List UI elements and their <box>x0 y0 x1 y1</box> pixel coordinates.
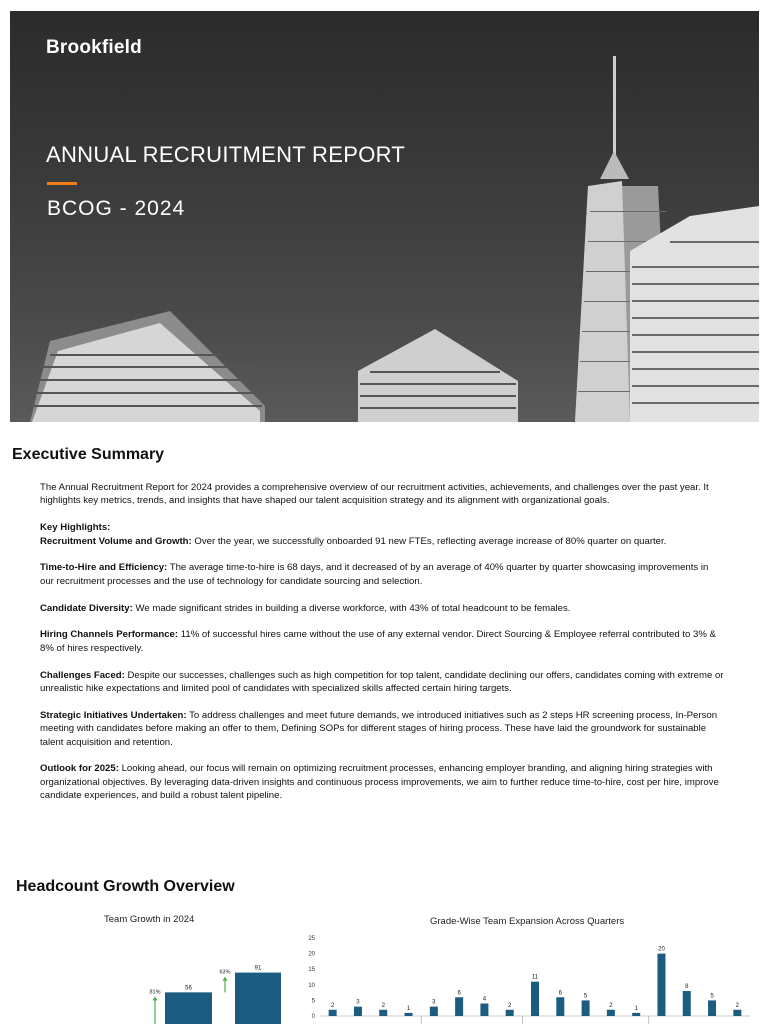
grade-bar <box>506 1010 514 1016</box>
y-tick-label: 10 <box>308 982 315 989</box>
grade-bar <box>354 1007 362 1016</box>
grade-bar-value-label: 4 <box>482 996 487 1003</box>
growth-percent-label: 63% <box>219 969 231 976</box>
team-growth-bar <box>165 992 212 1024</box>
grade-bar <box>657 954 665 1016</box>
grade-bar <box>531 982 539 1016</box>
grade-bar-value-label: 5 <box>583 993 588 1000</box>
team-growth-chart-title: Team Growth in 2024 <box>104 914 195 925</box>
headcount-growth-heading: Headcount Growth Overview <box>16 878 235 895</box>
grade-bar <box>733 1010 741 1016</box>
grade-bar <box>632 1013 640 1016</box>
grade-bar <box>607 1010 615 1016</box>
grade-expansion-chart-title: Grade-Wise Team Expansion Across Quarters <box>430 916 625 927</box>
grade-bar-value-label: 2 <box>508 1002 512 1009</box>
grade-bar-value-label: 11 <box>531 974 539 981</box>
highlight-challenges: Challenges Faced: Despite our successes, challenges such as high competition for top talent, candidate declining our offers, candidates coming with extreme or unrealistic hike expectations and limited pool of candidates with specialized skills affected certain hiring targets. <box>40 669 724 695</box>
grade-bar <box>480 1004 488 1016</box>
grade-bar-value-label: 6 <box>457 990 461 997</box>
report-subtitle: BCOG - 2024 <box>47 197 186 220</box>
grade-bar-value-label: 1 <box>406 1005 411 1012</box>
summary-intro: The Annual Recruitment Report for 2024 provides a comprehensive overview of our recruitment activities, achievements, and challenges over the past year. It highlights key metrics, trends, and insights that have shaped our talent acquisition strategy and its alignment with organizational goals. <box>40 482 709 507</box>
highlight-hiring-channels: Hiring Channels Performance: 11% of successful hires came without the use of any external vendor. Direct Sourcing & Employee referral contributed to 3% & 8% of hires respectively. <box>40 629 716 654</box>
grade-expansion-chart <box>300 930 755 1024</box>
growth-arrow-head <box>153 996 158 1000</box>
growth-percent-label: 81% <box>149 989 161 996</box>
report-title: ANNUAL RECRUITMENT REPORT <box>46 142 406 167</box>
grade-bar-value-label: 6 <box>558 990 562 997</box>
grade-bar-value-label: 8 <box>685 984 689 991</box>
grade-bar-value-label: 3 <box>356 999 360 1006</box>
y-tick-label: 0 <box>311 1014 315 1020</box>
grade-bar-value-label: 5 <box>710 993 714 1000</box>
y-tick-label: 20 <box>308 951 315 958</box>
highlight-time-to-hire: Time-to-Hire and Efficiency: The average time-to-hire is 68 days, and it decreased of by an average of 40% quarter by quarter showcasing improvements in our recruitment processes and the use of technology for candidate sourcing and selection. <box>40 562 709 587</box>
grade-bar-value-label: 1 <box>634 1005 638 1012</box>
growth-arrow-head <box>223 977 228 981</box>
grade-bar <box>329 1010 337 1016</box>
y-tick-label: 25 <box>308 936 315 942</box>
executive-summary-body <box>40 481 724 816</box>
grade-bar-value-label: 2 <box>381 1002 385 1009</box>
grade-bar <box>405 1013 413 1016</box>
grade-bar-value-label: 2 <box>609 1002 613 1009</box>
grade-bar-value-label: 20 <box>658 946 665 953</box>
grade-bar-value-label: 2 <box>330 1002 335 1009</box>
highlight-strategic-initiatives: Strategic Initiatives Undertaken: To address challenges and meet future demands, we introduced initiatives such as 2 steps HR screening process, In-Person meeting with candidates before making an offer to them, Defining SOPs for different stages of hiring process. These have laid the groundwork for sustainable talent acquisition and retention. <box>40 709 718 748</box>
highlight-candidate-diversity: Candidate Diversity: We made significant strides in building a diverse workforce, with 43% of total headcount to be females. <box>40 602 571 614</box>
grade-bar <box>683 991 691 1016</box>
grade-bar <box>455 997 463 1016</box>
executive-summary-heading: Executive Summary <box>12 446 165 463</box>
y-tick-label: 5 <box>311 998 315 1005</box>
grade-bar <box>379 1010 387 1016</box>
title-accent-line <box>47 182 77 185</box>
team-growth-value-label: 91 <box>254 965 262 972</box>
grade-bar-value-label: 2 <box>735 1002 740 1009</box>
team-growth-bar <box>235 973 281 1024</box>
highlight-outlook-2025: Outlook for 2025: Looking ahead, our focus will remain on optimizing recruitment processes, enhancing employer branding, and aligning hiring strategies with organizational objectives. By leveraging data-driven insights and continuous process improvements, we aim to further reduce time-to-hire, cost per hire, improve candidate experiences, and build a robust talent pipeline. <box>40 763 719 802</box>
key-highlights-label: Key Highlights: <box>40 522 111 534</box>
brand-logo-text: Brookfield <box>46 37 142 58</box>
cover-banner <box>10 11 759 422</box>
team-growth-value-label: 56 <box>185 985 192 992</box>
highlight-recruitment-volume: Recruitment Volume and Growth: Over the year, we successfully onboarded 91 new FTEs, reflecting average increase of 80% quarter on quarter. <box>40 535 667 547</box>
grade-bar <box>430 1007 438 1016</box>
grade-bar <box>708 1000 716 1016</box>
grade-bar <box>582 1000 590 1016</box>
grade-bar <box>556 997 564 1016</box>
grade-bar-value-label: 3 <box>432 999 436 1006</box>
y-tick-label: 15 <box>308 967 315 974</box>
team-growth-chart <box>140 940 300 1024</box>
